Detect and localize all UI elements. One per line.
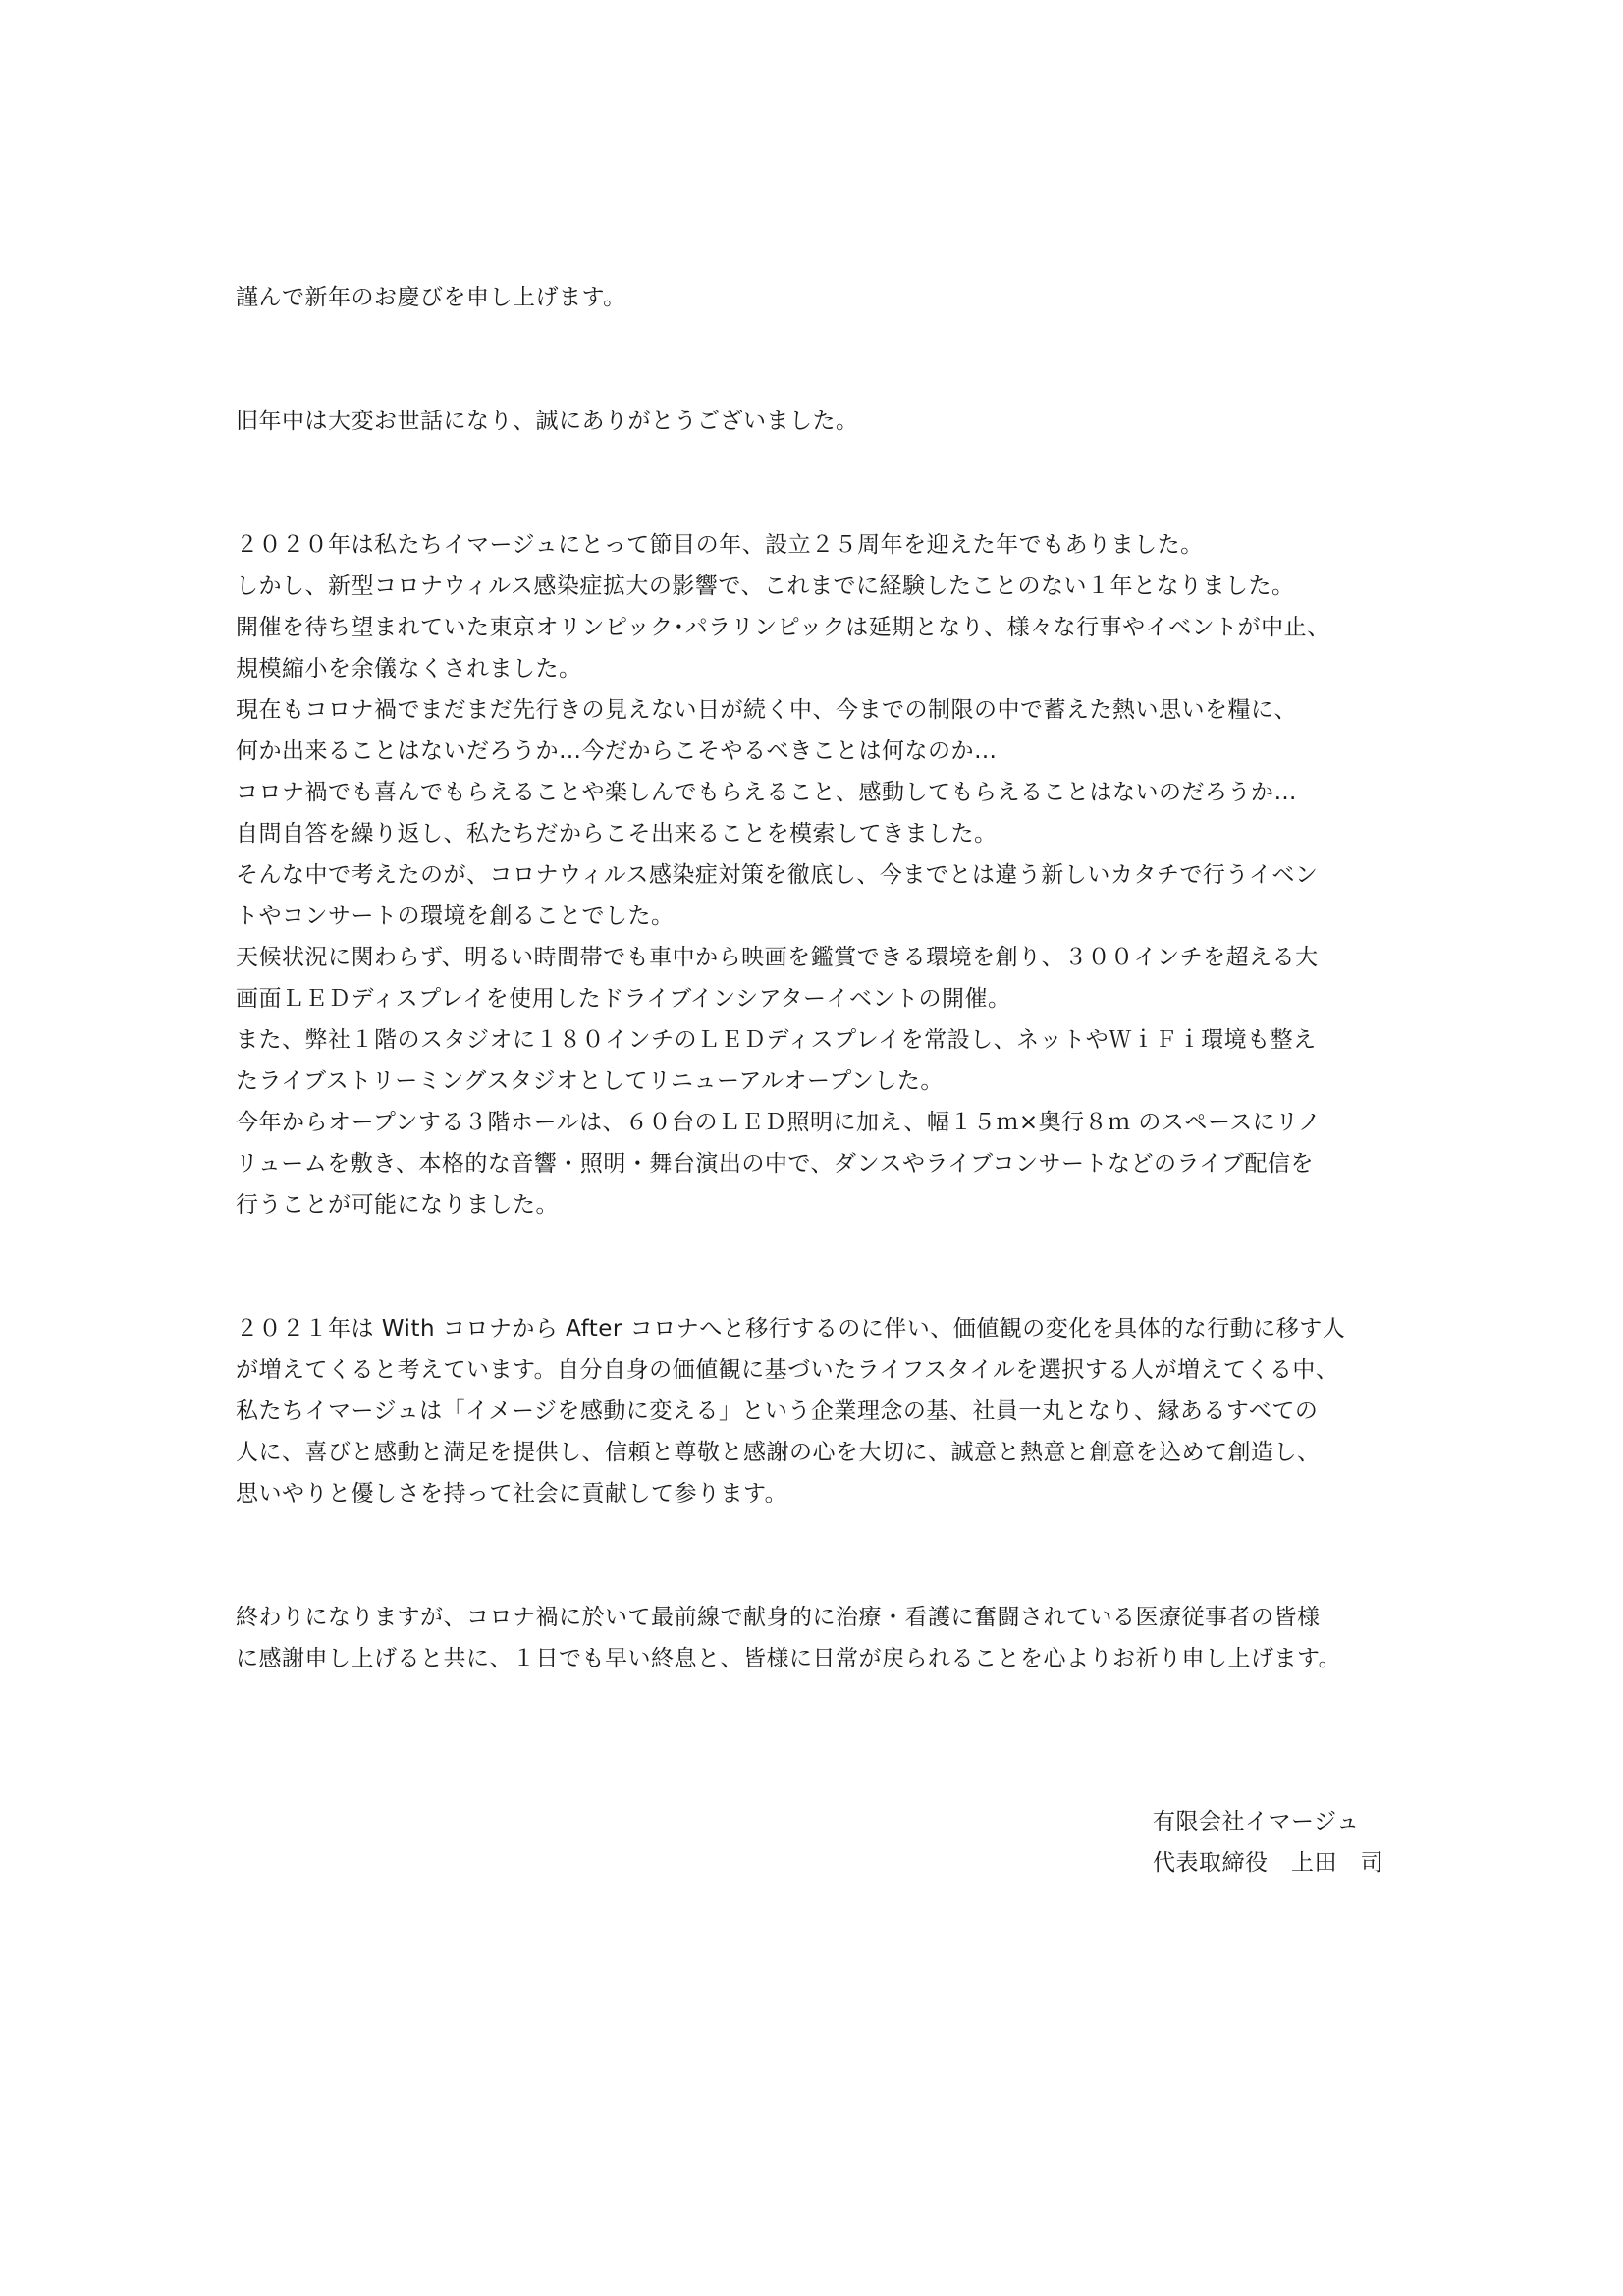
vision-line: が増えてくると考えています。自分自身の価値観に基づいたライフスタイルを選択する人が増えてくる中、 [236, 1357, 1339, 1383]
closing-line: に感謝申し上げると共に、１日でも早い終息と、皆様に日常が戻られることを心よりお祈り申し上げます。 [236, 1646, 1342, 1671]
paragraph-gap [236, 483, 1414, 524]
body-line: コロナ禍でも喜んでもらえることや楽しんでもらえること、感動してもらえることはないのだろうか… [236, 780, 1297, 805]
signature-block [1153, 1801, 1383, 1884]
vision-line: ２０２１年は With コロナから After コロナへと移行するのに伴い、価値観の変化を具体的な行動に移す人 [236, 1316, 1346, 1341]
body-line: しかし、新型コロナウィルス感染症拡大の影響で、これまでに経験したことのない１年となりました。 [236, 574, 1295, 599]
closing-paragraph [236, 1597, 1414, 1679]
body-line: また、弊社１階のスタジオに１８０インチのＬＥＤディスプレイを常設し、ネットやＷｉＦｉ環境も整え [236, 1027, 1317, 1053]
vision-line: 人に、喜びと感動と満足を提供し、信頼と尊敬と感謝の心を大切に、誠意と熱意と創意を込めて創造し、 [236, 1440, 1321, 1465]
body-line: たライブストリーミングスタジオとしてリニューアルオープンした。 [236, 1068, 944, 1094]
body-line: リュームを敷き、本格的な音響・照明・舞台演出の中で、ダンスやライブコンサートなどのライブ配信を [236, 1151, 1315, 1176]
vision-line: 私たちイマージュは「イメージを感動に変える」という企業理念の基、社員一丸となり、縁あるすべての [236, 1398, 1319, 1424]
representative-name: 代表取締役 上田 司 [1153, 1850, 1383, 1876]
body-line: 現在もコロナ禍でまだまだ先行きの見えない日が続く中、今までの制限の中で蓄えた熱い思いを糧に、 [236, 697, 1297, 723]
paragraph-gap [236, 1556, 1414, 1597]
thanks-line: 旧年中は大変お世話になり、誠にありがとうございました。 [236, 409, 859, 434]
paragraph-gap [236, 359, 1414, 401]
body-line: 自問自答を繰り返し、私たちだからこそ出来ることを模索してきました。 [236, 821, 998, 847]
vision-line: 思いやりと優しさを持って社会に貢献して参ります。 [236, 1481, 788, 1506]
vision-paragraph [236, 1308, 1414, 1514]
paragraph-gap [236, 1226, 1414, 1267]
paragraph-gap [236, 442, 1414, 483]
body-line: 行うことが可能になりました。 [236, 1192, 559, 1218]
paragraph-gap [236, 1514, 1414, 1556]
paragraph-gap [236, 318, 1414, 359]
closing-line: 終わりになりますが、コロナ禍に於いて最前線で献身的に治療・看護に奮闘されている医療従事者の皆様 [236, 1605, 1321, 1630]
body-line: そんな中で考えたのが、コロナウィルス感染症対策を徹底し、今までとは違う新しいカタチで行うイベン [236, 862, 1319, 888]
paragraph-gap [236, 1267, 1414, 1308]
greeting-paragraph [236, 277, 1414, 318]
thanks-paragraph [236, 401, 1414, 442]
letter-body [236, 277, 1414, 1679]
body-line: 何か出来ることはないだろうか…今だからこそやるべきことは何なのか… [236, 738, 998, 764]
body-line: 開催を待ち望まれていた東京オリンピック･パラリンピックは延期となり、様々な行事やイベントが中止、 [236, 615, 1330, 640]
body-line: 画面ＬＥＤディスプレイを使用したドライブインシアターイベントの開催。 [236, 986, 1011, 1011]
body-line: トやコンサートの環境を創ることでした。 [236, 903, 675, 929]
review-paragraph [236, 524, 1414, 1226]
body-line: 規模縮小を余儀なくされました。 [236, 656, 582, 682]
body-line: 今年からオープンする３階ホールは、６０台のＬＥＤ照明に加え、幅１５ｍ×奥行８ｍ のスペースにリノ [236, 1110, 1322, 1135]
body-line: 天候状況に関わらず、明るい時間帯でも車中から映画を鑑賞できる環境を創り、３００インチを超える大 [236, 945, 1319, 970]
body-line: ２０２０年は私たちイマージュにとって節目の年、設立２５周年を迎えた年でもありました。 [236, 532, 1204, 558]
greeting-line: 謹んで新年のお慶びを申し上げます。 [236, 285, 626, 310]
company-name: 有限会社イマージュ [1153, 1809, 1360, 1834]
